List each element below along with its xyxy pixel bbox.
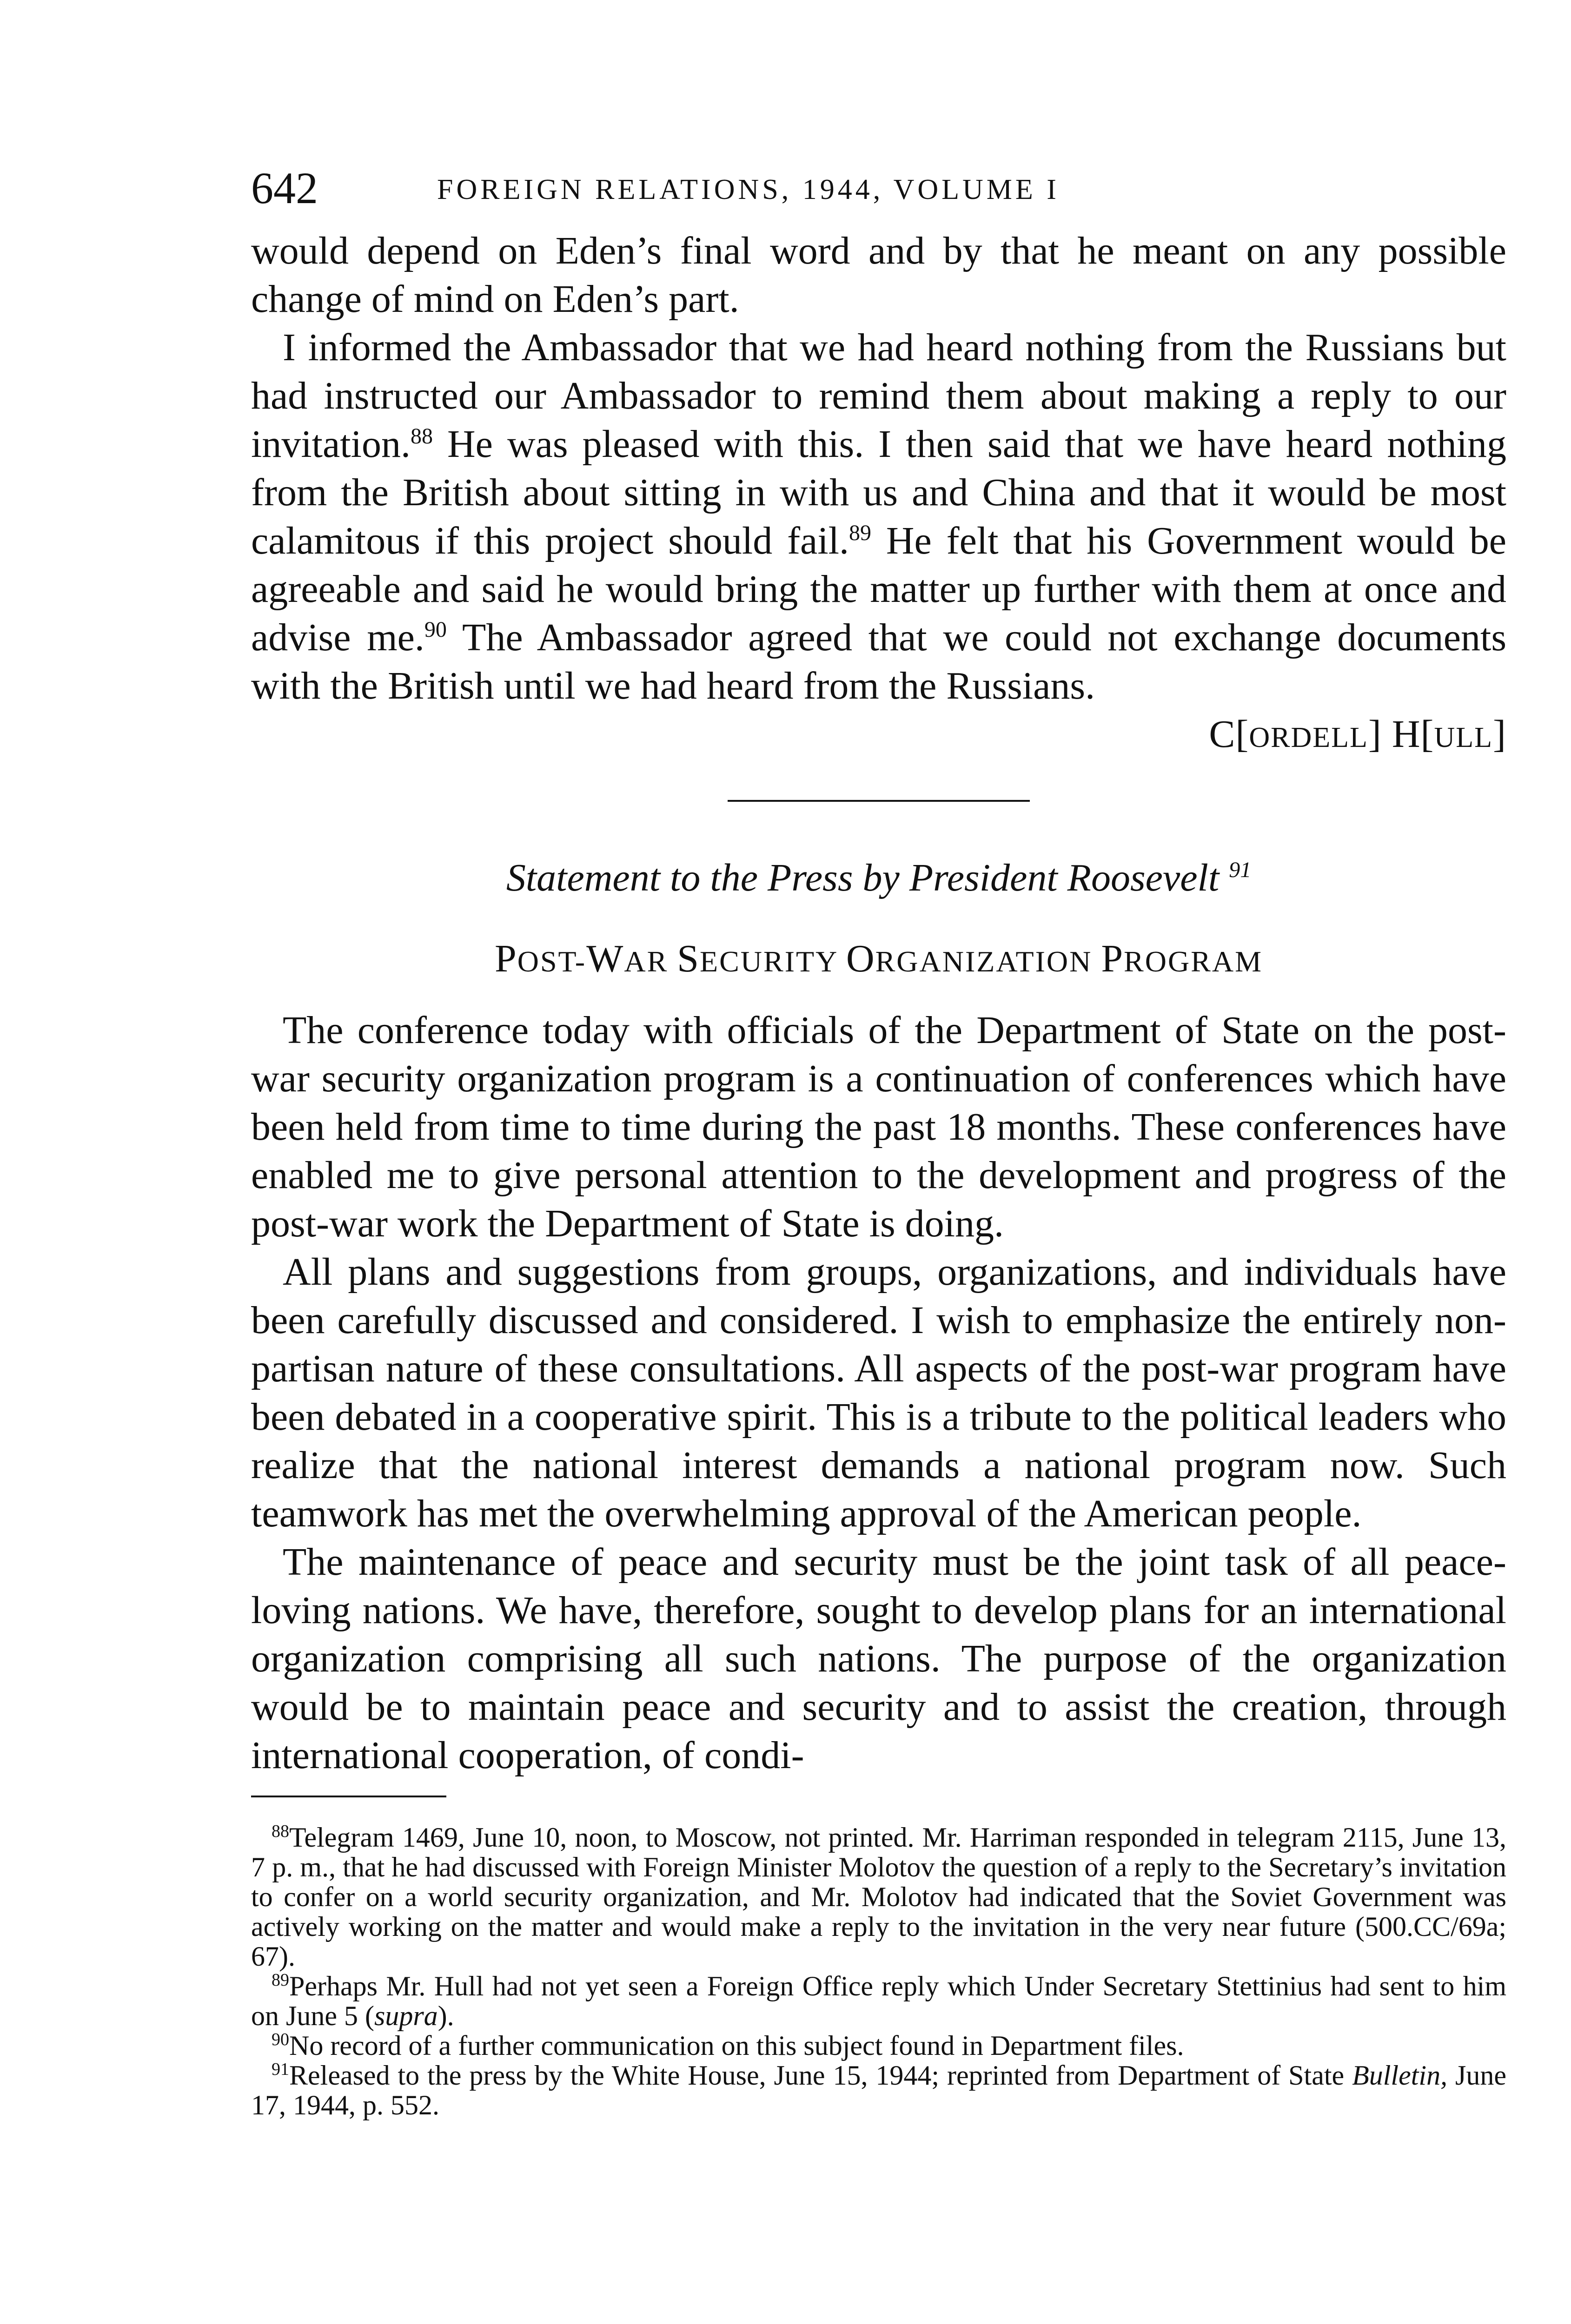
document-heading-text: Statement to the Press by President Roosevelt (506, 856, 1220, 899)
signature-ordell: ORDELL (1249, 722, 1368, 753)
memo-paragraph-2-part-c: He felt that his Government would be agreeable and said he would bring the matter up further with them at once and advise me. (251, 519, 1506, 659)
subheading-w2-rest: AR (624, 945, 677, 978)
footnote-88 (251, 1822, 1506, 1971)
footnote-ref-89[interactable]: 89 (849, 521, 871, 545)
subheading-w1-initial: P (495, 937, 517, 980)
footnote-89-text-a: Perhaps Mr. Hull had not yet seen a Foreign Office reply which Under Secretary Stettinius had sent to him on June 5 ( (251, 1971, 1506, 2031)
signature-c: C[ (1209, 713, 1249, 756)
signature-end: ] (1493, 713, 1506, 756)
memo-paragraph-1-text: would depend on Eden’s final word and by that he meant on any possible change of mind on Eden’s part. (251, 229, 1506, 321)
section-divider (728, 800, 1030, 802)
memo-paragraph-2 (251, 324, 1506, 710)
footnote-ref-91[interactable]: 91 (1229, 858, 1252, 882)
memo-paragraph-2-part-b: He was pleased with this. I then said that we have heard nothing from the British about sitting in with us and China and that it would be most calamitous if this project should fail. (251, 423, 1506, 562)
footnote-mark-90: 90 (272, 2030, 289, 2049)
footnote-89-italic: supra (374, 2000, 438, 2031)
footnote-ref-88[interactable]: 88 (410, 424, 433, 449)
document-subheading (251, 935, 1506, 986)
footnote-89 (251, 1971, 1506, 2031)
footnote-90 (251, 2031, 1506, 2060)
memo-paragraph-2-part-a: I informed the Ambassador that we had heard nothing from the Russians but had instructed our Ambassador to remind them about making a reply to our invitation. (251, 326, 1506, 466)
subheading-w2-initial: W (586, 937, 624, 980)
footnote-91-text-b: June 17, 1944, p. 552. (251, 2060, 1507, 2120)
subheading-w5-rest: ROGRAM (1124, 945, 1263, 978)
footnote-88-text: Telegram 1469, June 10, noon, to Moscow, not printed. Mr. Harriman responded in telegram 2115, June 13, 7 p. m., that he had discussed with Foreign Minister Molotov the question of a reply to the Secretary’s invitation to confer on a world security organization, and Mr. Molotov had indicated that the Soviet Government was actively working on the matter and would make a reply to the invitation in the very near future (500.CC/69a; 67). (251, 1822, 1506, 1972)
signature-ull: ULL (1434, 722, 1493, 753)
subheading-w1-rest: OST- (517, 945, 587, 978)
footnote-rule (251, 1796, 446, 1797)
memo-paragraph-1 (251, 227, 1506, 324)
memo-signature (251, 710, 1506, 762)
statement-paragraph-3: The maintenance of peace and security must be the joint task of all peace-loving nations. We have, therefore, sought to develop plans for an international organization comprising all such nations. The purpose of the organization would be to maintain peace and security and to assist the creation, through international cooperation, of condi- (251, 1540, 1506, 1777)
page-number: 642 (251, 163, 318, 213)
statement-paragraph-2: All plans and suggestions from groups, organizations, and individuals have been carefully discussed and considered. I wish to emphasize the entirely non-partisan nature of these consultations. All aspects of the post-war program have been debated in a cooperative spirit. This is a tribute to the political leaders who realize that the national interest demands a national program now. Such teamwork has met the overwhelming approval of the American people. (251, 1250, 1506, 1535)
document-heading (251, 854, 1506, 902)
subheading-w3-initial: S (677, 937, 700, 980)
footnote-mark-88: 88 (272, 1822, 289, 1841)
footnote-89-text-b: ). (437, 2000, 454, 2031)
subheading-w4-initial: O (846, 937, 875, 980)
footnote-91-italic: Bulletin, (1352, 2060, 1448, 2091)
footnote-mark-89: 89 (272, 1970, 289, 1990)
footnote-91-text-a: Released to the press by the White House, June 15, 1944; reprinted from Department of State (289, 2060, 1352, 2091)
running-title: FOREIGN RELATIONS, 1944, VOLUME I (437, 174, 1060, 205)
running-head (251, 163, 1506, 223)
footnote-mark-91: 91 (272, 2060, 289, 2079)
footnote-91 (251, 2060, 1506, 2120)
statement-paragraph-1: The conference today with officials of the Department of State on the post-war security organization program is a continuation of conferences which have been held from time to time during the past 18 months. These conferences have enabled me to give personal attention to the development and progress of the post-war work the Department of State is doing. (251, 1009, 1506, 1245)
footnote-90-text: No record of a further communication on this subject found in Department files. (289, 2030, 1184, 2061)
signature-mid: ] H[ (1368, 713, 1434, 756)
memo-paragraph-2-part-d: The Ambassador agreed that we could not exchange documents with the British until we had heard from the Russians. (251, 616, 1507, 707)
footnote-ref-90[interactable]: 90 (424, 617, 447, 642)
subheading-w3-rest: ECURITY (700, 945, 846, 978)
document-page (251, 163, 1506, 2120)
subheading-w4-rest: RGANIZATION (875, 945, 1101, 978)
subheading-w5-initial: P (1101, 937, 1124, 980)
